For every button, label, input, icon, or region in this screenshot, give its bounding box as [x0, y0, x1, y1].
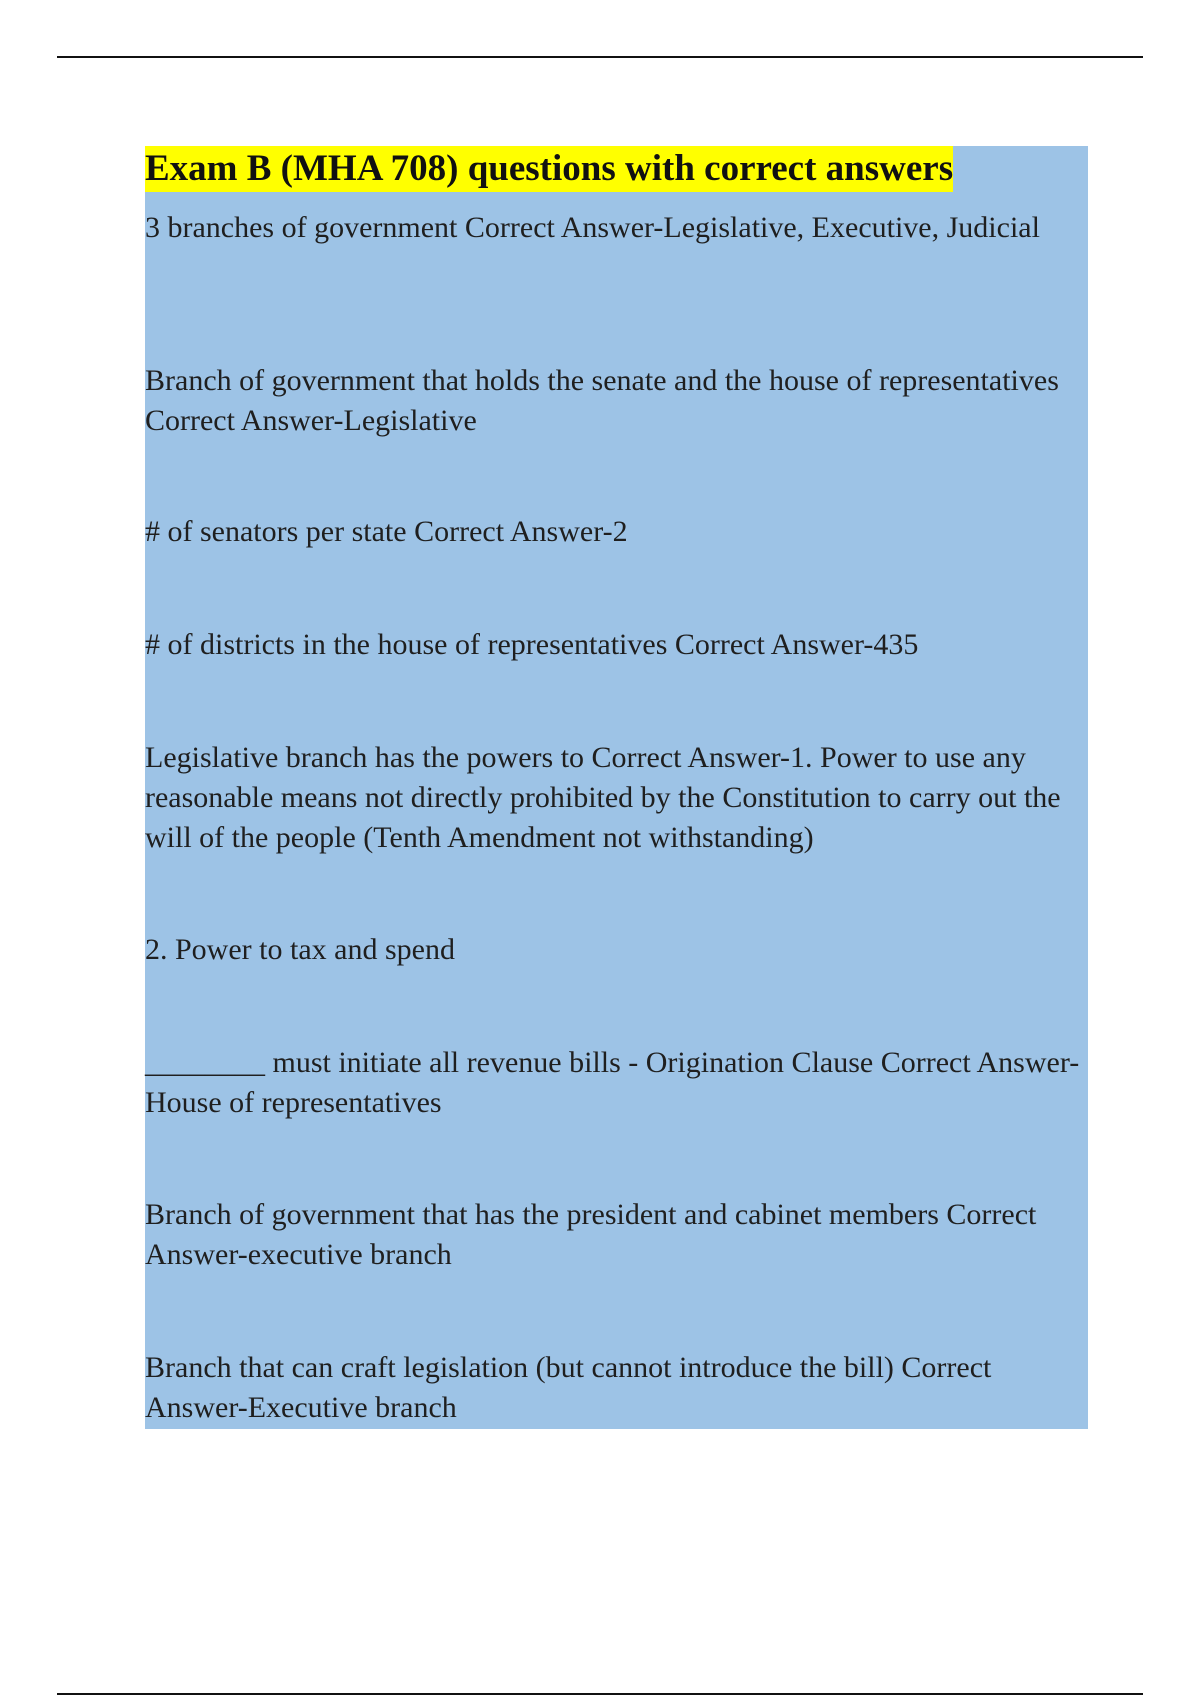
qa-item-8: Branch of government that has the president and cabinet members Correct Answer-executive branch [145, 1198, 1037, 1271]
document-body [145, 146, 1088, 1429]
top-divider [57, 56, 1143, 58]
qa-item-6: 2. Power to tax and spend [145, 933, 455, 966]
qa-item-5: Legislative branch has the powers to Correct Answer-1. Power to use any reasonable means not directly prohibited by the Constitution to carry out the will of the people (Tenth Amendment not withstanding) [145, 741, 1061, 854]
document-title: Exam B (MHA 708) questions with correct answers [145, 146, 953, 192]
qa-item-2: Branch of government that holds the senate and the house of representatives Correct Answer-Legislative [145, 364, 1059, 437]
qa-item-4: # of districts in the house of representatives Correct Answer-435 [145, 628, 919, 661]
qa-item-3: # of senators per state Correct Answer-2 [145, 515, 628, 548]
bottom-divider [57, 1693, 1143, 1695]
qa-item-7: ________ must initiate all revenue bills - Origination Clause Correct Answer-House of representatives [145, 1046, 1080, 1119]
qa-item-9: Branch that can craft legislation (but cannot introduce the bill) Correct Answer-Executive branch [145, 1351, 992, 1424]
qa-item-1: 3 branches of government Correct Answer-Legislative, Executive, Judicial [145, 211, 1040, 244]
